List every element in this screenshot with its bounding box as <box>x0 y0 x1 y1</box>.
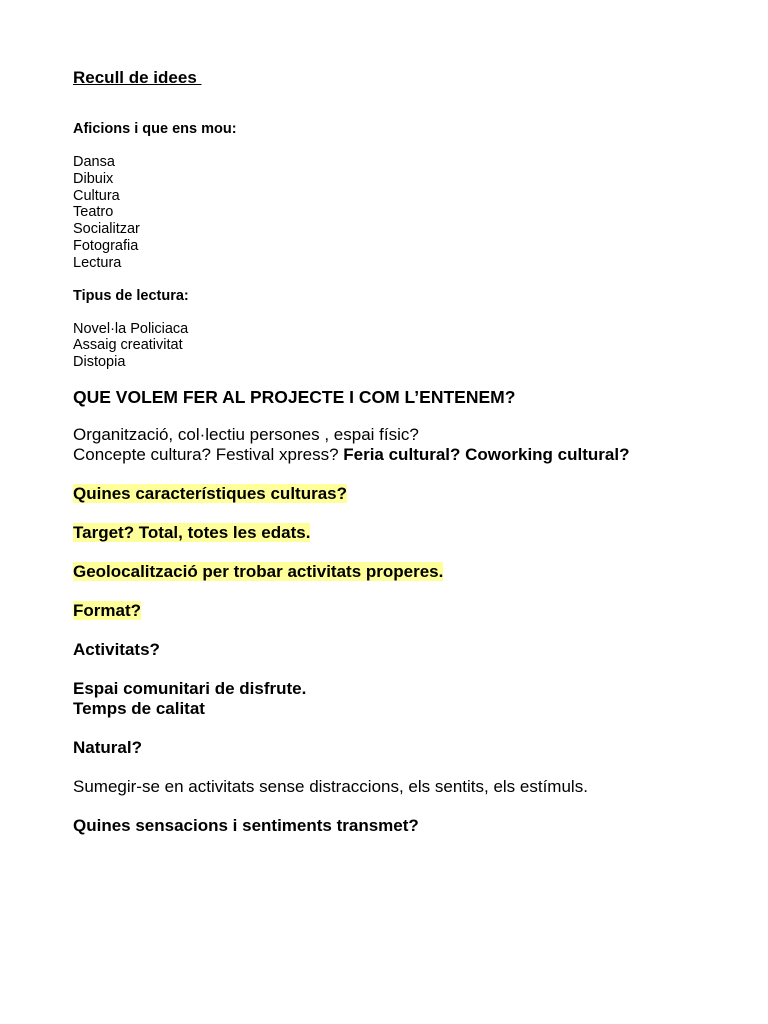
tipus-heading: Tipus de lectura: <box>73 287 189 304</box>
espai-line: Espai comunitari de disfrute. <box>73 678 307 698</box>
natural-question: Natural? <box>73 737 142 757</box>
activitats-question: Activitats? <box>73 639 160 659</box>
highlight: Quines característiques culturas? <box>73 483 347 503</box>
organitzacio-line: Organització, col·lectiu persones , espai físic? <box>73 424 419 444</box>
highlight: Format? <box>73 600 141 620</box>
list-item: Novel·la Policiaca <box>73 320 189 337</box>
list-item: Dibuix <box>73 170 114 187</box>
highlight: Target? Total, totes les edats. <box>73 522 311 542</box>
document-page <box>73 66 713 836</box>
temps-line: Temps de calitat <box>73 698 205 718</box>
list-item: Teatro <box>73 204 114 221</box>
list-item: Fotografia <box>73 237 139 254</box>
list-item: Cultura <box>73 187 120 204</box>
tipus-list <box>73 321 713 371</box>
format-question <box>73 601 713 621</box>
concepte-line <box>73 445 713 465</box>
target-question <box>73 523 713 543</box>
list-item: Distopia <box>73 354 126 371</box>
document-title: Recull de idees <box>73 68 202 87</box>
list-item: Lectura <box>73 254 122 271</box>
list-item: Assaig creativitat <box>73 337 183 354</box>
sensacions-question: Quines sensacions i sentiments transmet? <box>73 815 419 835</box>
highlight: Geolocalització per trobar activitats properes. <box>73 561 444 581</box>
list-item: Dansa <box>73 154 115 170</box>
geolocalitzacio-line <box>73 562 713 582</box>
aficions-heading: Aficions i que ens mou: <box>73 121 237 137</box>
caracteristiques-question <box>73 484 713 504</box>
concepte-bold: Feria cultural? Coworking cultural? <box>343 444 630 464</box>
list-item: Socialitzar <box>73 221 140 238</box>
aficions-list <box>73 154 713 272</box>
concepte-plain: Concepte cultura? Festival xpress? <box>73 444 344 464</box>
sumegir-line: Sumegir-se en activitats sense distraccions, els sentits, els estímuls. <box>73 776 588 796</box>
project-heading: QUE VOLEM FER AL PROJECTE I COM L’ENTENEM? <box>73 386 516 407</box>
